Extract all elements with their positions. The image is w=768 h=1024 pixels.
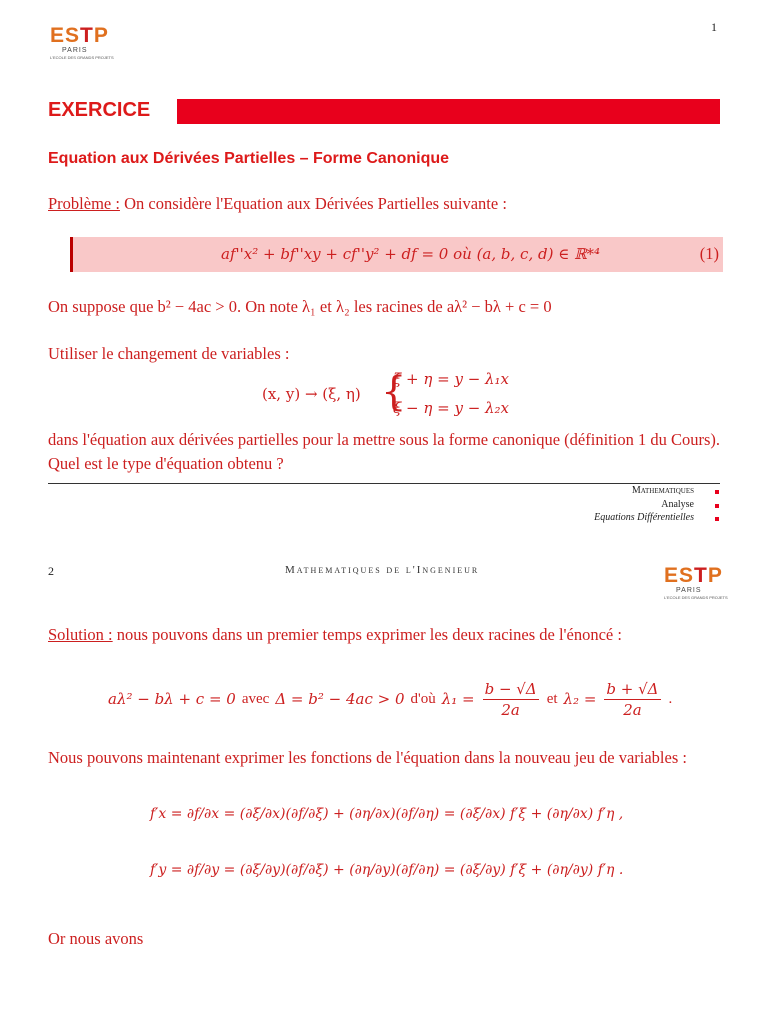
logo-tagline: L'ECOLE DES GRANDS PROJETS	[664, 595, 728, 600]
footer-item-mathematiques: Mathematiques	[631, 485, 694, 496]
problem-line	[48, 192, 507, 216]
logo-mark: ESTP	[50, 24, 109, 47]
nous-pouvons-paragraph: Nous pouvons maintenant exprimer les fonctions de l'équation dans la nouveau jeu de variables :	[48, 748, 687, 767]
footer-bullet	[715, 517, 719, 521]
equation-1: af''x² + bf''xy + cf''y² + df = 0 où (a, b, c, d) ∈ ℝ*⁴	[221, 245, 601, 263]
change-line-2: ξ − η = y − λ₂x	[393, 399, 510, 417]
equation-number: (1)	[699, 244, 719, 263]
logo-mark: ESTP	[664, 564, 723, 587]
footer-item-analyse: Analyse	[661, 499, 694, 510]
roots-equation	[108, 672, 672, 726]
problem-label: Problème :	[48, 194, 120, 213]
roots-eq: aλ² − bλ + c = 0	[108, 690, 236, 708]
or-nous-avons: Or nous avons	[48, 929, 144, 948]
equation-box	[70, 237, 723, 272]
lambda2-lhs: λ₂ =	[563, 690, 597, 708]
change-line-1: ξ + η = y − λ₁x	[393, 370, 510, 388]
estp-logo	[50, 24, 114, 61]
lambda2-denominator: 2a	[623, 700, 642, 719]
suppose-line: On suppose que b² − 4ac > 0. On note λ₁ et λ₂ les racines de aλ² − bλ + c = 0	[48, 297, 552, 316]
logo-city: PARIS	[676, 587, 702, 594]
footer-bullet	[715, 490, 719, 494]
estp-logo	[664, 564, 728, 601]
logo-city: PARIS	[62, 47, 88, 54]
solution-paragraph	[48, 623, 720, 647]
exercise-heading: EXERCICE	[48, 99, 151, 121]
lambda2-fraction	[604, 679, 660, 720]
roots-delta: Δ = b² − 4ac > 0	[275, 690, 405, 708]
solution-text: nous pouvons dans un premier temps exprimer les deux racines de l'énoncé :	[112, 625, 622, 644]
lambda2-numerator: b + √Δ	[606, 679, 659, 698]
footer-rule	[48, 483, 720, 484]
fy-derivative-equation: f′y = ∂f/∂y = (∂ξ/∂y)(∂f/∂ξ) + (∂η/∂y)(∂f/∂η) = (∂ξ/∂y) f′ξ + (∂η/∂y) f′η .	[150, 862, 624, 878]
roots-end: .	[668, 690, 673, 707]
running-title: Mathematiques de l'Ingenieur	[285, 564, 480, 576]
page-number: 2	[48, 564, 54, 578]
roots-et: et	[546, 690, 558, 707]
heading-bar	[177, 99, 720, 124]
lambda1-denominator: 2a	[501, 700, 520, 719]
fx-derivative-equation: f′x = ∂f/∂x = (∂ξ/∂x)(∂f/∂ξ) + (∂η/∂x)(∂f/∂η) = (∂ξ/∂x) f′ξ + (∂η/∂x) f′η ,	[150, 806, 624, 822]
roots-dou: d'où	[410, 690, 436, 707]
system-brace: {	[381, 369, 407, 415]
lambda1-numerator: b − √Δ	[484, 679, 537, 698]
lambda1-fraction	[483, 679, 539, 720]
problem-paragraph: dans l'équation aux dérivées partielles pour la mettre sous la forme canonique (définition 1 du Cours). Quel est le type d'équation obtenu ?	[48, 430, 720, 473]
footer-bullet	[715, 504, 719, 508]
exercise-subheading: Equation aux Dérivées Partielles – Forme Canonique	[48, 150, 450, 167]
logo-tagline: L'ECOLE DES GRANDS PROJETS	[50, 55, 114, 60]
problem-text: On considère l'Equation aux Dérivées Partielles suivante :	[119, 194, 507, 213]
roots-avec: avec	[241, 690, 270, 707]
footer-item-equations: Equations Différentielles	[594, 512, 694, 523]
change-of-variables-lhs: (x, y) → (ξ, η)	[262, 385, 361, 403]
solution-label: Solution :	[48, 625, 113, 644]
lambda1-lhs: λ₁ =	[441, 690, 475, 708]
page-number: 1	[711, 20, 717, 34]
utiliser-line: Utiliser le changement de variables :	[48, 344, 290, 363]
